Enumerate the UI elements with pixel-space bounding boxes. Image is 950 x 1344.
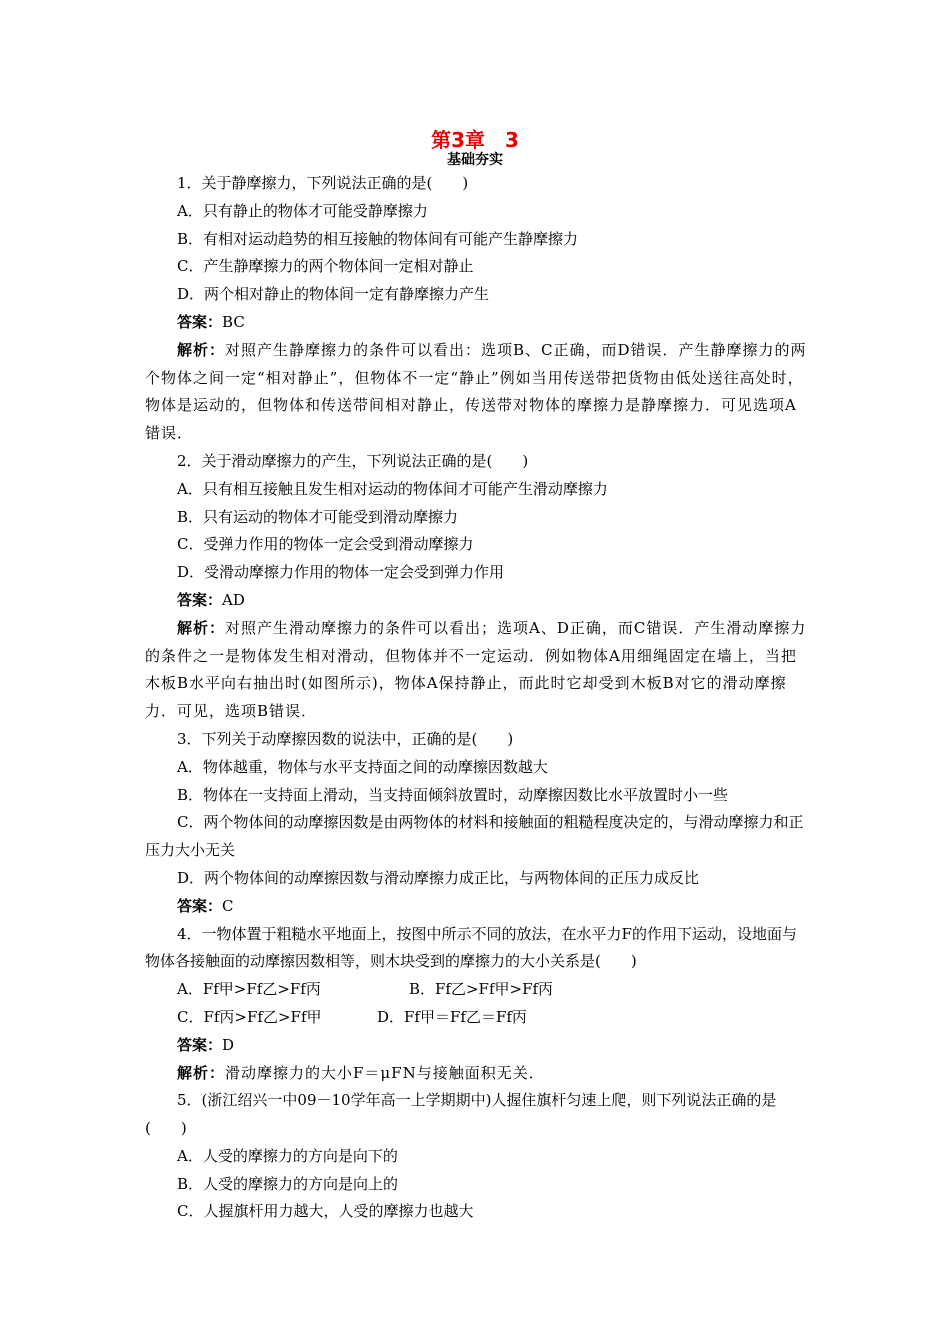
question-4-options-row-1 xyxy=(145,976,809,1004)
question-4-option-c: C．Ff丙>Ff乙>Ff甲 xyxy=(177,1007,322,1026)
question-2-option-b: B．只有运动的物体才可能受到滑动摩擦力 xyxy=(177,507,459,526)
question-3-option-c: C．两个物体间的动摩擦因数是由两物体的材料和接触面的粗糙程度决定的，与滑动摩擦力和正压力大小无关 xyxy=(145,813,804,860)
answer-value: C xyxy=(222,896,234,915)
question-1-answer xyxy=(145,309,809,337)
question-4-option-a: A．Ff甲>Ff乙>Ff丙 xyxy=(177,980,321,999)
question-3-option-d: D．两个物体间的动摩擦因数与滑动摩擦力成正比，与两物体间的正压力成反比 xyxy=(177,868,700,887)
question-4-options-row-2 xyxy=(145,1004,809,1032)
question-2-answer xyxy=(145,587,809,615)
question-4-option-b: B．Ff乙>Ff甲>Ff丙 xyxy=(409,980,554,999)
answer-value: D xyxy=(222,1035,235,1054)
question-2-explanation xyxy=(145,615,809,726)
answer-value: AD xyxy=(222,590,245,609)
question-5-option-c: C．人握旗杆用力越大，人受的摩擦力也越大 xyxy=(177,1202,474,1221)
question-4-stem: 4．一物体置于粗糙水平地面上，按图中所示不同的放法，在水平力F的作用下运动，设地面与物体各接触面的动摩擦因数相等，则木块受到的摩擦力的大小关系是( ) xyxy=(145,924,797,971)
section-subtitle: 基础夯实 xyxy=(447,152,503,168)
explanation-text: 滑动摩擦力的大小F＝μFN与接触面积无关． xyxy=(225,1063,545,1082)
question-3-option-a: A．物体越重，物体与水平支持面之间的动摩擦因数越大 xyxy=(177,757,548,776)
answer-label: 答案： xyxy=(177,896,223,915)
question-5-stem: 5．(浙江绍兴一中09－10学年高一上学期期中)人握住旗杆匀速上爬，则下列说法正确的是( ) xyxy=(145,1091,777,1138)
question-3-answer xyxy=(145,893,809,921)
question-1-explanation xyxy=(145,337,809,448)
answer-value: BC xyxy=(222,312,245,331)
question-1-option-d: D．两个相对静止的物体间一定有静摩擦力产生 xyxy=(177,285,490,304)
explanation-label: 解析： xyxy=(177,340,226,359)
question-1-option-b: B．有相对运动趋势的相互接触的物体间有可能产生静摩擦力 xyxy=(177,229,579,248)
question-2-option-d: D．受滑动摩擦力作用的物体一定会受到弹力作用 xyxy=(177,563,505,582)
document-body xyxy=(145,170,809,1226)
question-3-option-b: B．物体在一支持面上滑动，当支持面倾斜放置时，动摩擦因数比水平放置时小一些 xyxy=(177,785,729,804)
explanation-text: 对照产生静摩擦力的条件可以看出：选项B、C正确，而D错误．产生静摩擦力的两个物体之间一定“相对静止”，但物体不一定“静止”例如当用传送带把货物由低处送往高处时，物体是运动的，但物体和传送带间相对静止，传送带对物体的摩擦力是静摩擦力．可见选项A错误． xyxy=(145,340,807,443)
page-title: 第3章 3 xyxy=(431,128,519,152)
question-4-option-d: D．Ff甲＝Ff乙＝Ff丙 xyxy=(377,1007,527,1026)
question-2-option-a: A．只有相互接触且发生相对运动的物体间才可能产生滑动摩擦力 xyxy=(177,479,608,498)
explanation-label: 解析： xyxy=(177,618,226,637)
question-4-explanation xyxy=(145,1060,809,1088)
question-1-option-a: A．只有静止的物体才可能受静摩擦力 xyxy=(177,201,428,220)
question-2-option-c: C．受弹力作用的物体一定会受到滑动摩擦力 xyxy=(177,535,474,554)
question-1-stem: 1．关于静摩擦力，下列说法正确的是( ) xyxy=(177,174,469,192)
answer-label: 答案： xyxy=(177,312,223,331)
question-5-option-a: A．人受的摩擦力的方向是向下的 xyxy=(177,1146,398,1165)
answer-label: 答案： xyxy=(177,1035,223,1054)
question-5-option-b: B．人受的摩擦力的方向是向上的 xyxy=(177,1174,399,1193)
question-3-stem: 3．下列关于动摩擦因数的说法中，正确的是( ) xyxy=(177,729,514,748)
question-1-option-c: C．产生静摩擦力的两个物体间一定相对静止 xyxy=(177,257,474,276)
explanation-text: 对照产生滑动摩擦力的条件可以看出；选项A、D正确，而C错误．产生滑动摩擦力的条件之一是物体发生相对滑动，但物体并不一定运动．例如物体A用细绳固定在墙上，当把木板B水平向右抽出时(如图所示)，物体A保持静止，而此时它却受到木板B对它的滑动摩擦力．可见，选项B错误． xyxy=(145,618,807,721)
explanation-label: 解析： xyxy=(177,1063,226,1082)
answer-label: 答案： xyxy=(177,590,223,609)
question-4-answer xyxy=(145,1032,809,1060)
question-2-stem: 2．关于滑动摩擦力的产生，下列说法正确的是( ) xyxy=(177,451,529,470)
